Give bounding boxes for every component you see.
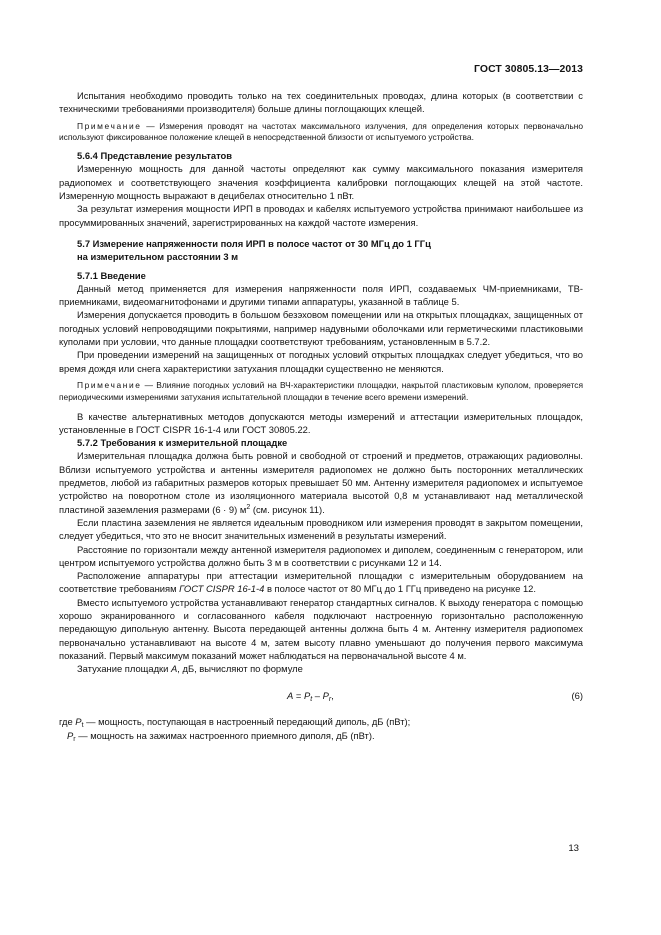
paragraph: В качестве альтернативных методов допускаются методы измерений и аттестации измерительных площадок, установленные в ГОСТ CISPR 16-1-4 или ГОСТ 30805.22.: [59, 410, 583, 435]
standard-designation: ГОСТ 30805.13—2013: [474, 64, 583, 75]
formula-number: (6): [571, 690, 583, 702]
subscript: t: [81, 722, 84, 730]
where-text: — мощность на зажимах настроенного приемного диполя, дБ (пВт).: [75, 729, 375, 741]
paragraph-text: Расположение аппаратуры при аттестации измерительной площадки с измерительным оборудованием на соответствие требованиям: [59, 570, 583, 595]
section-heading-5-6-4: 5.6.4 Представление результатов: [77, 150, 233, 162]
formula-subscript: r: [328, 696, 332, 704]
paragraph: [59, 662, 583, 675]
paragraph-text: Измерительная площадка должна быть ровной и свободной от строений и предметов, отражающих радиоволны. Вблизи испытуемого устройства и антенны измерителя радиопомех не должно быть посторонних металлических предметов, любой из габаритных размеров которых превышает 50 мм. Антенну измерителя радиопомех и испытуемое устройство на поворотном столе из изоляционного материала высотой 0,8 м устанавливают над металлической пластиной заземления размерами (6 · 9) м: [59, 450, 583, 515]
paragraph-text: , дБ, вычисляют по формуле: [177, 663, 303, 675]
note: [59, 380, 583, 404]
paragraph: За результат измерения мощности ИРП в проводах и кабелях испытуемого устройства принимают наибольшее из просуммированных значений, зарегистрированных на каждой частоте измерения.: [59, 203, 583, 228]
where-text: — мощность, поступающая в настроенный передающий диполь, дБ (пВт);: [83, 716, 411, 728]
page-content: [59, 89, 583, 742]
paragraph: Данный метод применяется для измерения напряженности поля ИРП, создаваемых ЧМ-приемниками, ТВ-приемниками, видеомагнитофонами и другими типами аппаратуры, указанной в таблице 5.: [59, 282, 583, 308]
paragraph: Если пластина заземления не является идеальным проводником или измерения проводят в закрытом помещении, следует убедиться, что это не вносит значительных изменений в результаты измерений.: [59, 516, 583, 542]
note-label: Примечание: [77, 379, 142, 390]
paragraph: Измерения допускается проводить в большом безэховом помещении или на открытых площадках, защищенных от погодных условий непроводящими покрытиями, например надувными оболочками или герметическими пластиковыми куполами при условии, что данные площадки соответствуют требованиям, установленным в 5.7.2.: [59, 309, 583, 348]
standard-reference: ГОСТ CISPR 16-1-4: [179, 583, 265, 595]
section-heading-line: 5.7 Измерение напряженности поля ИРП в полосе частот от 30 МГц до 1 ГГц: [77, 237, 431, 249]
paragraph: Расстояние по горизонтали между антенной измерителя радиопомех и диполем, соединенным с генератором, или центром испытуемого устройства должно быть 3 м в соответствии с рисунками 12 и 14.: [59, 543, 583, 568]
formula-expression: [287, 689, 334, 702]
formula-comma: ,: [331, 690, 334, 702]
variable: P: [75, 716, 82, 728]
where-line: [59, 715, 583, 728]
paragraph: [59, 449, 583, 515]
where-prefix: где: [59, 716, 76, 728]
section-heading-5-7: [59, 237, 583, 264]
formula-var: P: [322, 690, 329, 702]
formula-var: P: [303, 690, 311, 702]
section-heading-line: на измерительном расстоянии 3 м: [77, 251, 239, 263]
paragraph-text: в полосе частот от 80 МГц до 1 ГГц приведено на рисунке 12.: [264, 583, 536, 595]
section-heading-5-7-2: 5.7.2 Требования к измерительной площадке: [77, 437, 288, 449]
superscript: 2: [246, 503, 251, 511]
where-line: [59, 729, 583, 742]
formula-minus: –: [312, 690, 323, 702]
note: [59, 121, 583, 145]
page-number: 13: [568, 843, 579, 854]
paragraph: Вместо испытуемого устройства устанавливают генератор стандартных сигналов. К выходу генератора с помощью хорошо экранированного и согласованного кабеля подключают настроенную горизонтально расположенную передающую дипольную антенну. Высота передающей антенны должна быть 4 м. Антенну измерителя радиопомех первоначально устанавливают на высоте 4 м, затем высоту плавно уменьшают до получения первого максимума показаний. Первый максимум показаний может наблюдаться на первоначальной высоте 4 м.: [59, 596, 583, 661]
note-label: Примечание: [77, 120, 142, 131]
section-heading-5-7-1: 5.7.1 Введение: [77, 269, 146, 281]
paragraph: [59, 569, 583, 596]
note-text: — Измерения проводят на частотах максимального излучения, для определения которых первоначально используют фиксированное положение клещей в непосредственной близости от испытуемого устройства.: [59, 120, 583, 143]
paragraph: Измеренную мощность для данной частоты определяют как сумму максимального показания измерителя радиопомех и соответствующего значения коэффициента калибровки поглощающих клещей на этой частоте. Измеренную мощность выражают в децибелах относительно 1 пВт.: [59, 163, 583, 202]
paragraph-text: Затухание площадки: [77, 663, 171, 675]
paragraph-text: (см. рисунок 11).: [250, 503, 325, 515]
subscript: r: [73, 735, 76, 743]
variable: A: [171, 663, 178, 675]
formula-equals: =: [293, 690, 304, 702]
paragraph: При проведении измерений на защищенных от погодных условий открытых площадках следует убедиться, что во время дождя или снега характеристики затухания площадки существенно не меняются.: [59, 349, 583, 374]
formula-subscript: t: [310, 696, 313, 704]
paragraph: Испытания необходимо проводить только на тех соединительных проводах, длина которых (в соответствии с техническими требованиями производителя) больше длины поглощающих клещей.: [59, 90, 583, 115]
formula-6: [59, 687, 583, 705]
variable: P: [67, 729, 74, 741]
formula-lhs: A: [287, 690, 294, 702]
note-text: — Влияние погодных условий на ВЧ-характеристики площадки, накрытой пластиковым куполом, проверяется периодическими измерениями затухания испытательной площадки в течение всего времени измерений.: [59, 379, 583, 402]
